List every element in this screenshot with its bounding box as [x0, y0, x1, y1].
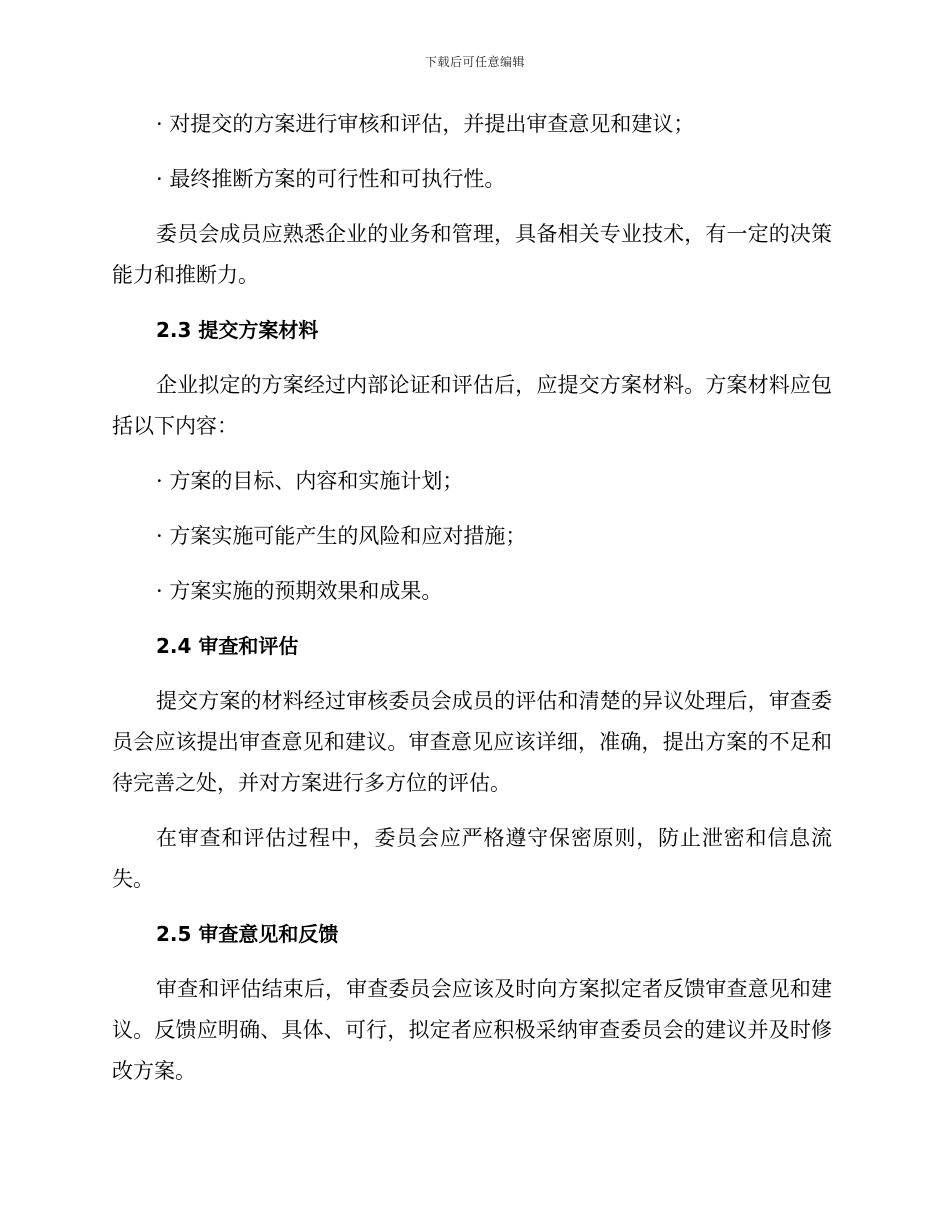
bullet-item: · 方案的目标、内容和实施计划； [156, 469, 464, 493]
paragraph: 企业拟定的方案经过内部论证和评估后，应提交方案材料。方案材料应包括以下内容： [112, 373, 832, 438]
bullet-item: · 对提交的方案进行审核和评估，并提出审查意见和建议； [156, 112, 695, 136]
paragraph: 审查和评估结束后，审查委员会应该及时向方案拟定者反馈审查意见和建议。反馈应明确、具体、可行，拟定者应积极采纳审查委员会的建议并及时修改方案。 [112, 977, 832, 1083]
document-body [112, 104, 832, 1106]
paragraph: 委员会成员应熟悉企业的业务和管理，具备相关专业技术，有一定的决策能力和推断力。 [112, 222, 832, 287]
bullet-item: · 方案实施的预期效果和成果。 [156, 579, 443, 603]
section-heading: 2.3 提交方案材料 [156, 318, 319, 342]
section-heading: 2.4 审查和评估 [156, 634, 299, 658]
section-heading: 2.5 审查意见和反馈 [156, 922, 339, 946]
bullet-item: · 方案实施可能产生的风险和应对措施； [156, 524, 527, 548]
bullet-item: · 最终推断方案的可行性和可执行性。 [156, 167, 506, 191]
header-note: 下载后可任意编辑 [424, 55, 525, 69]
paragraph: 在审查和评估过程中，委员会应严格遵守保密原则，防止泄密和信息流失。 [112, 826, 832, 891]
paragraph: 提交方案的材料经过审核委员会成员的评估和清楚的异议处理后，审查委员会应该提出审查意见和建议。审查意见应该详细，准确，提出方案的不足和待完善之处，并对方案进行多方位的评估。 [112, 689, 832, 795]
